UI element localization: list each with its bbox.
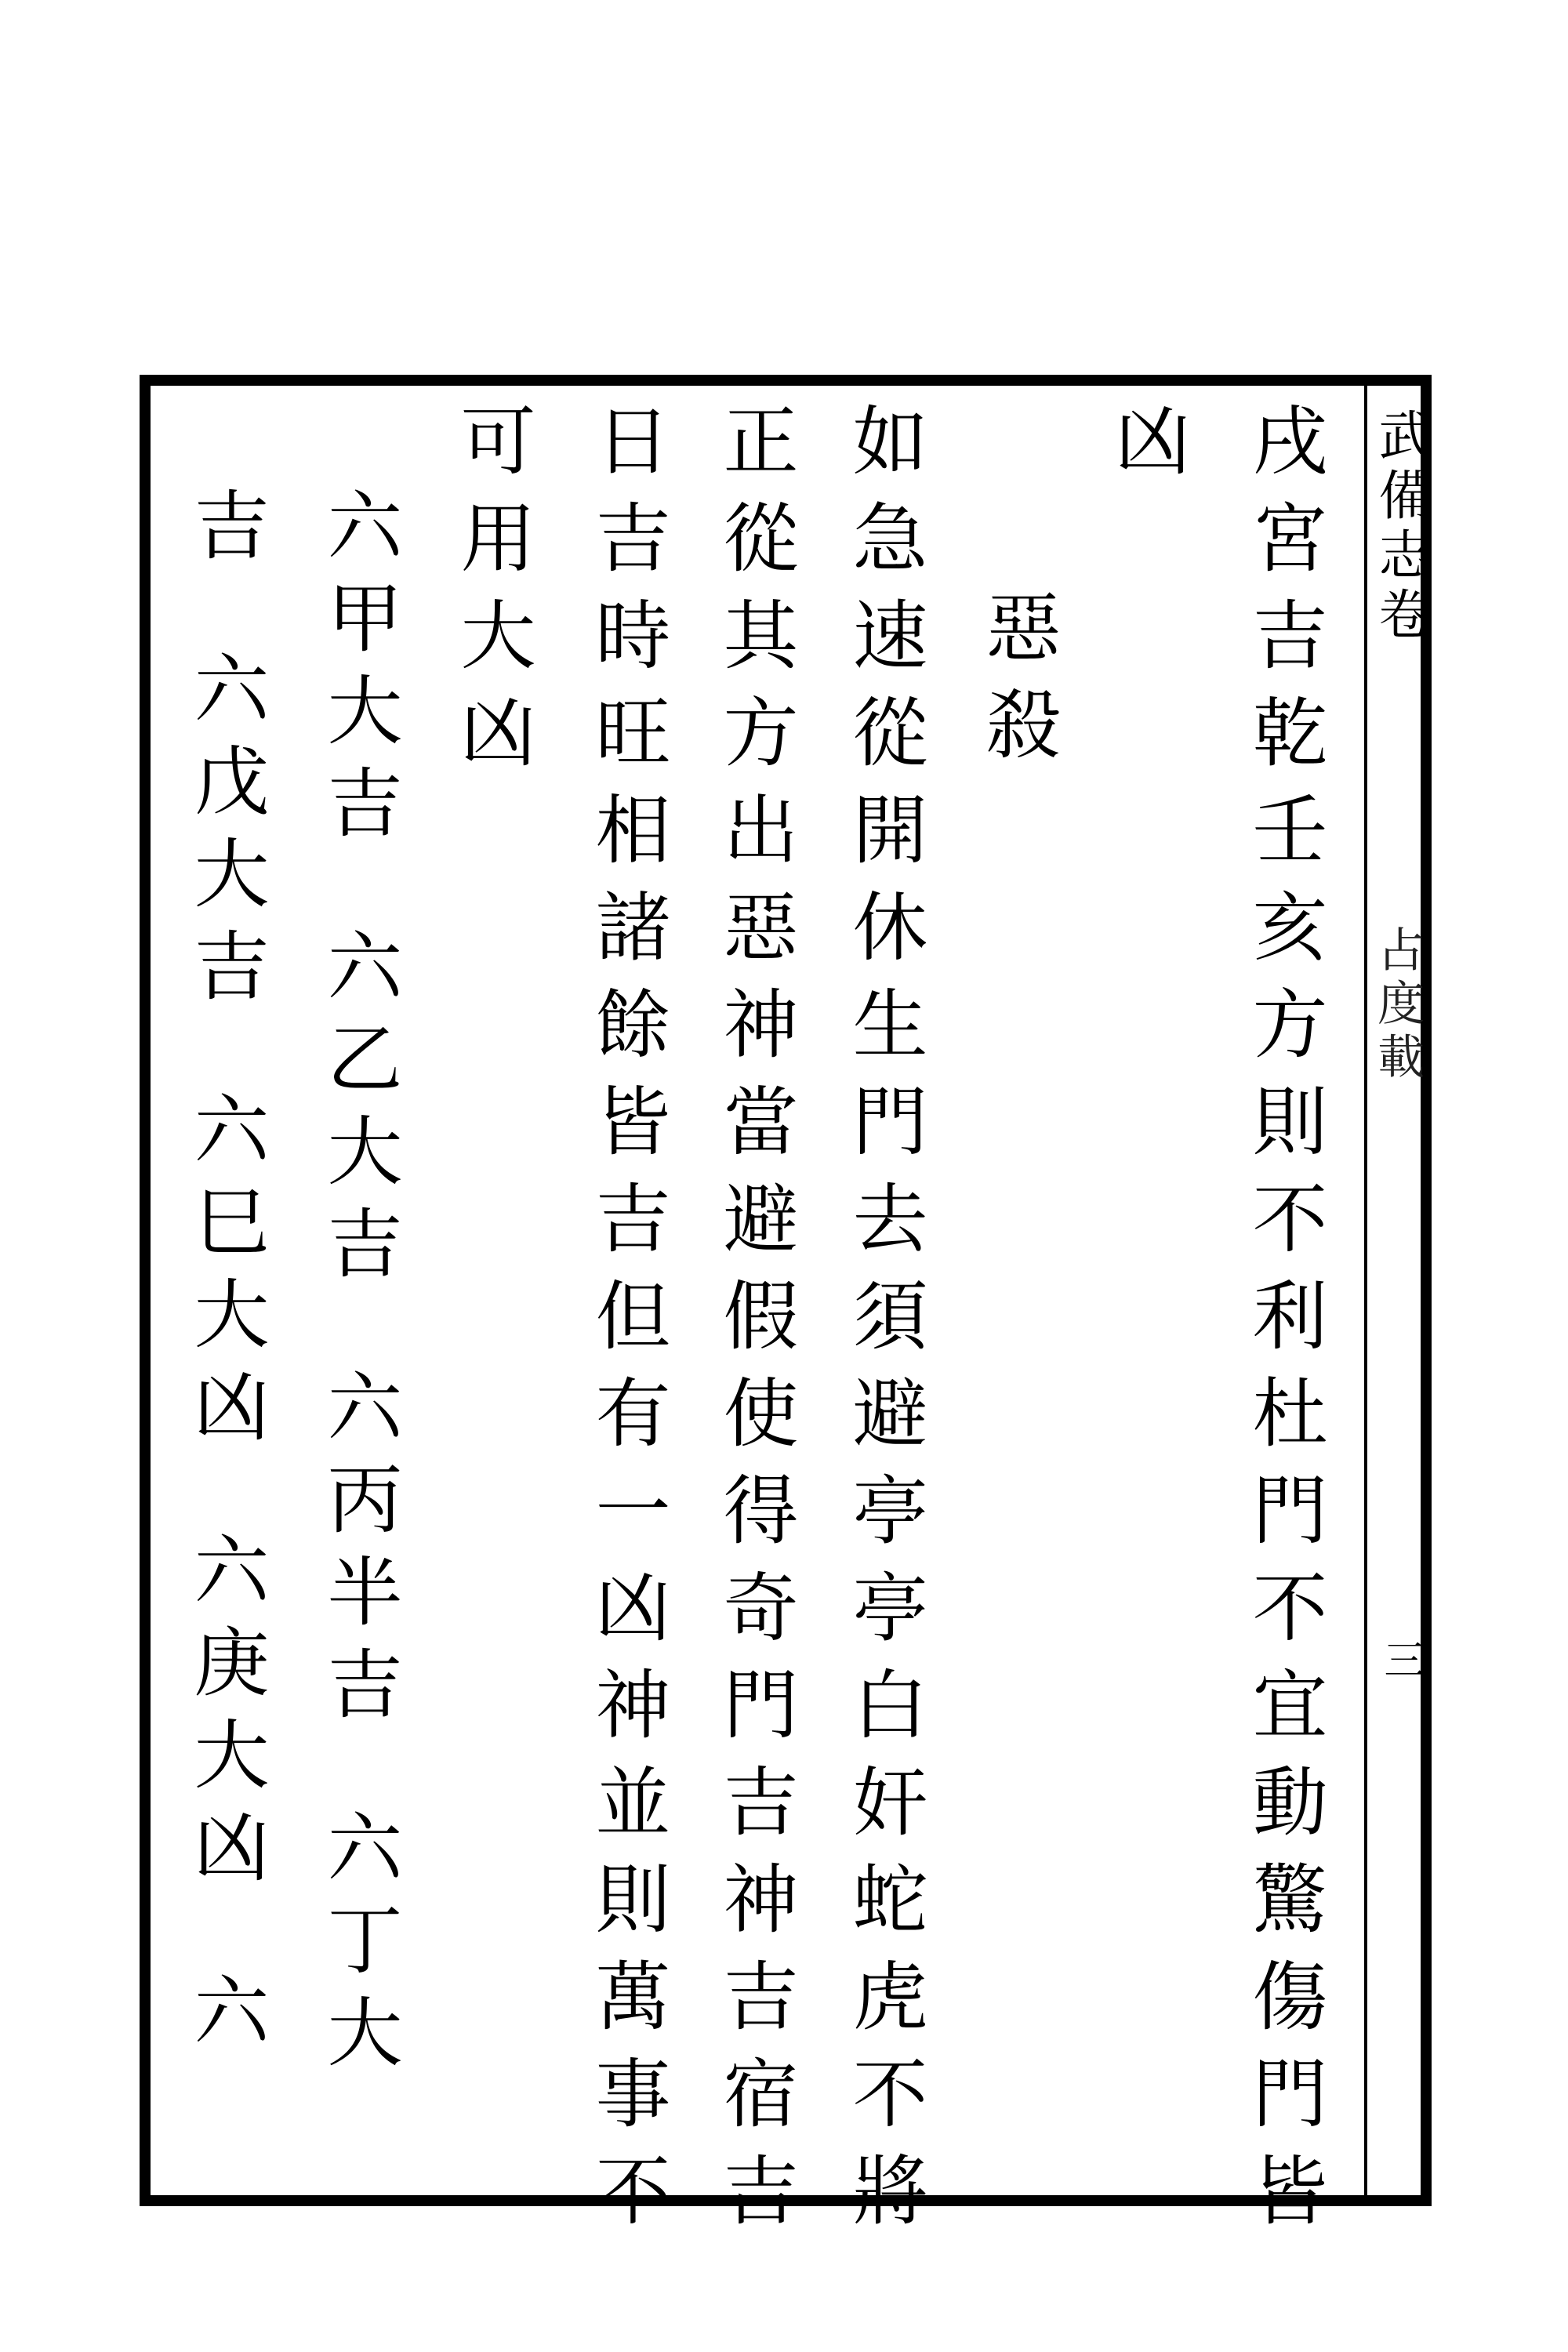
text-column-2: 凶 — [1103, 401, 1191, 499]
list-entry: 六巳大凶 — [182, 1090, 270, 1460]
page-number: 三 — [1377, 1639, 1424, 1679]
text-column-6: 日吉時旺相諸餘皆吉但有一凶神並則萬事不 — [583, 401, 671, 2249]
text-column-4: 如急速從開休生門去須避亭亭白奸蛇虎不將 — [840, 401, 928, 2249]
list-column-b — [182, 486, 270, 2063]
list-entry: 六庚大凶 — [182, 1530, 270, 1900]
text-column-1: 戌宮吉乾壬亥方則不利杜門不宜動驚傷門皆 — [1240, 401, 1328, 2249]
list-entry: 六 — [182, 1971, 270, 2063]
book-title: 武備志卷 — [1370, 408, 1432, 646]
list-entry: 六丁大 — [315, 1808, 403, 2085]
list-entry: 六甲大吉 — [315, 486, 403, 856]
list-entry: 六乙大吉 — [315, 927, 403, 1297]
list-column-a — [315, 486, 403, 2085]
margin-strip — [1364, 375, 1432, 2206]
text-column-5: 正從其方出惡神當避假使得奇門吉神吉宿吉 — [711, 401, 799, 2249]
list-entry: 六丙半吉 — [315, 1367, 403, 1737]
section-heading: 惡殺 — [974, 588, 1062, 782]
list-entry: 六戊大吉 — [182, 649, 270, 1019]
text-column-7: 可用大凶 — [448, 401, 536, 790]
chapter-label: 占度載 — [1370, 925, 1425, 1085]
list-entry: 吉 — [182, 486, 270, 579]
